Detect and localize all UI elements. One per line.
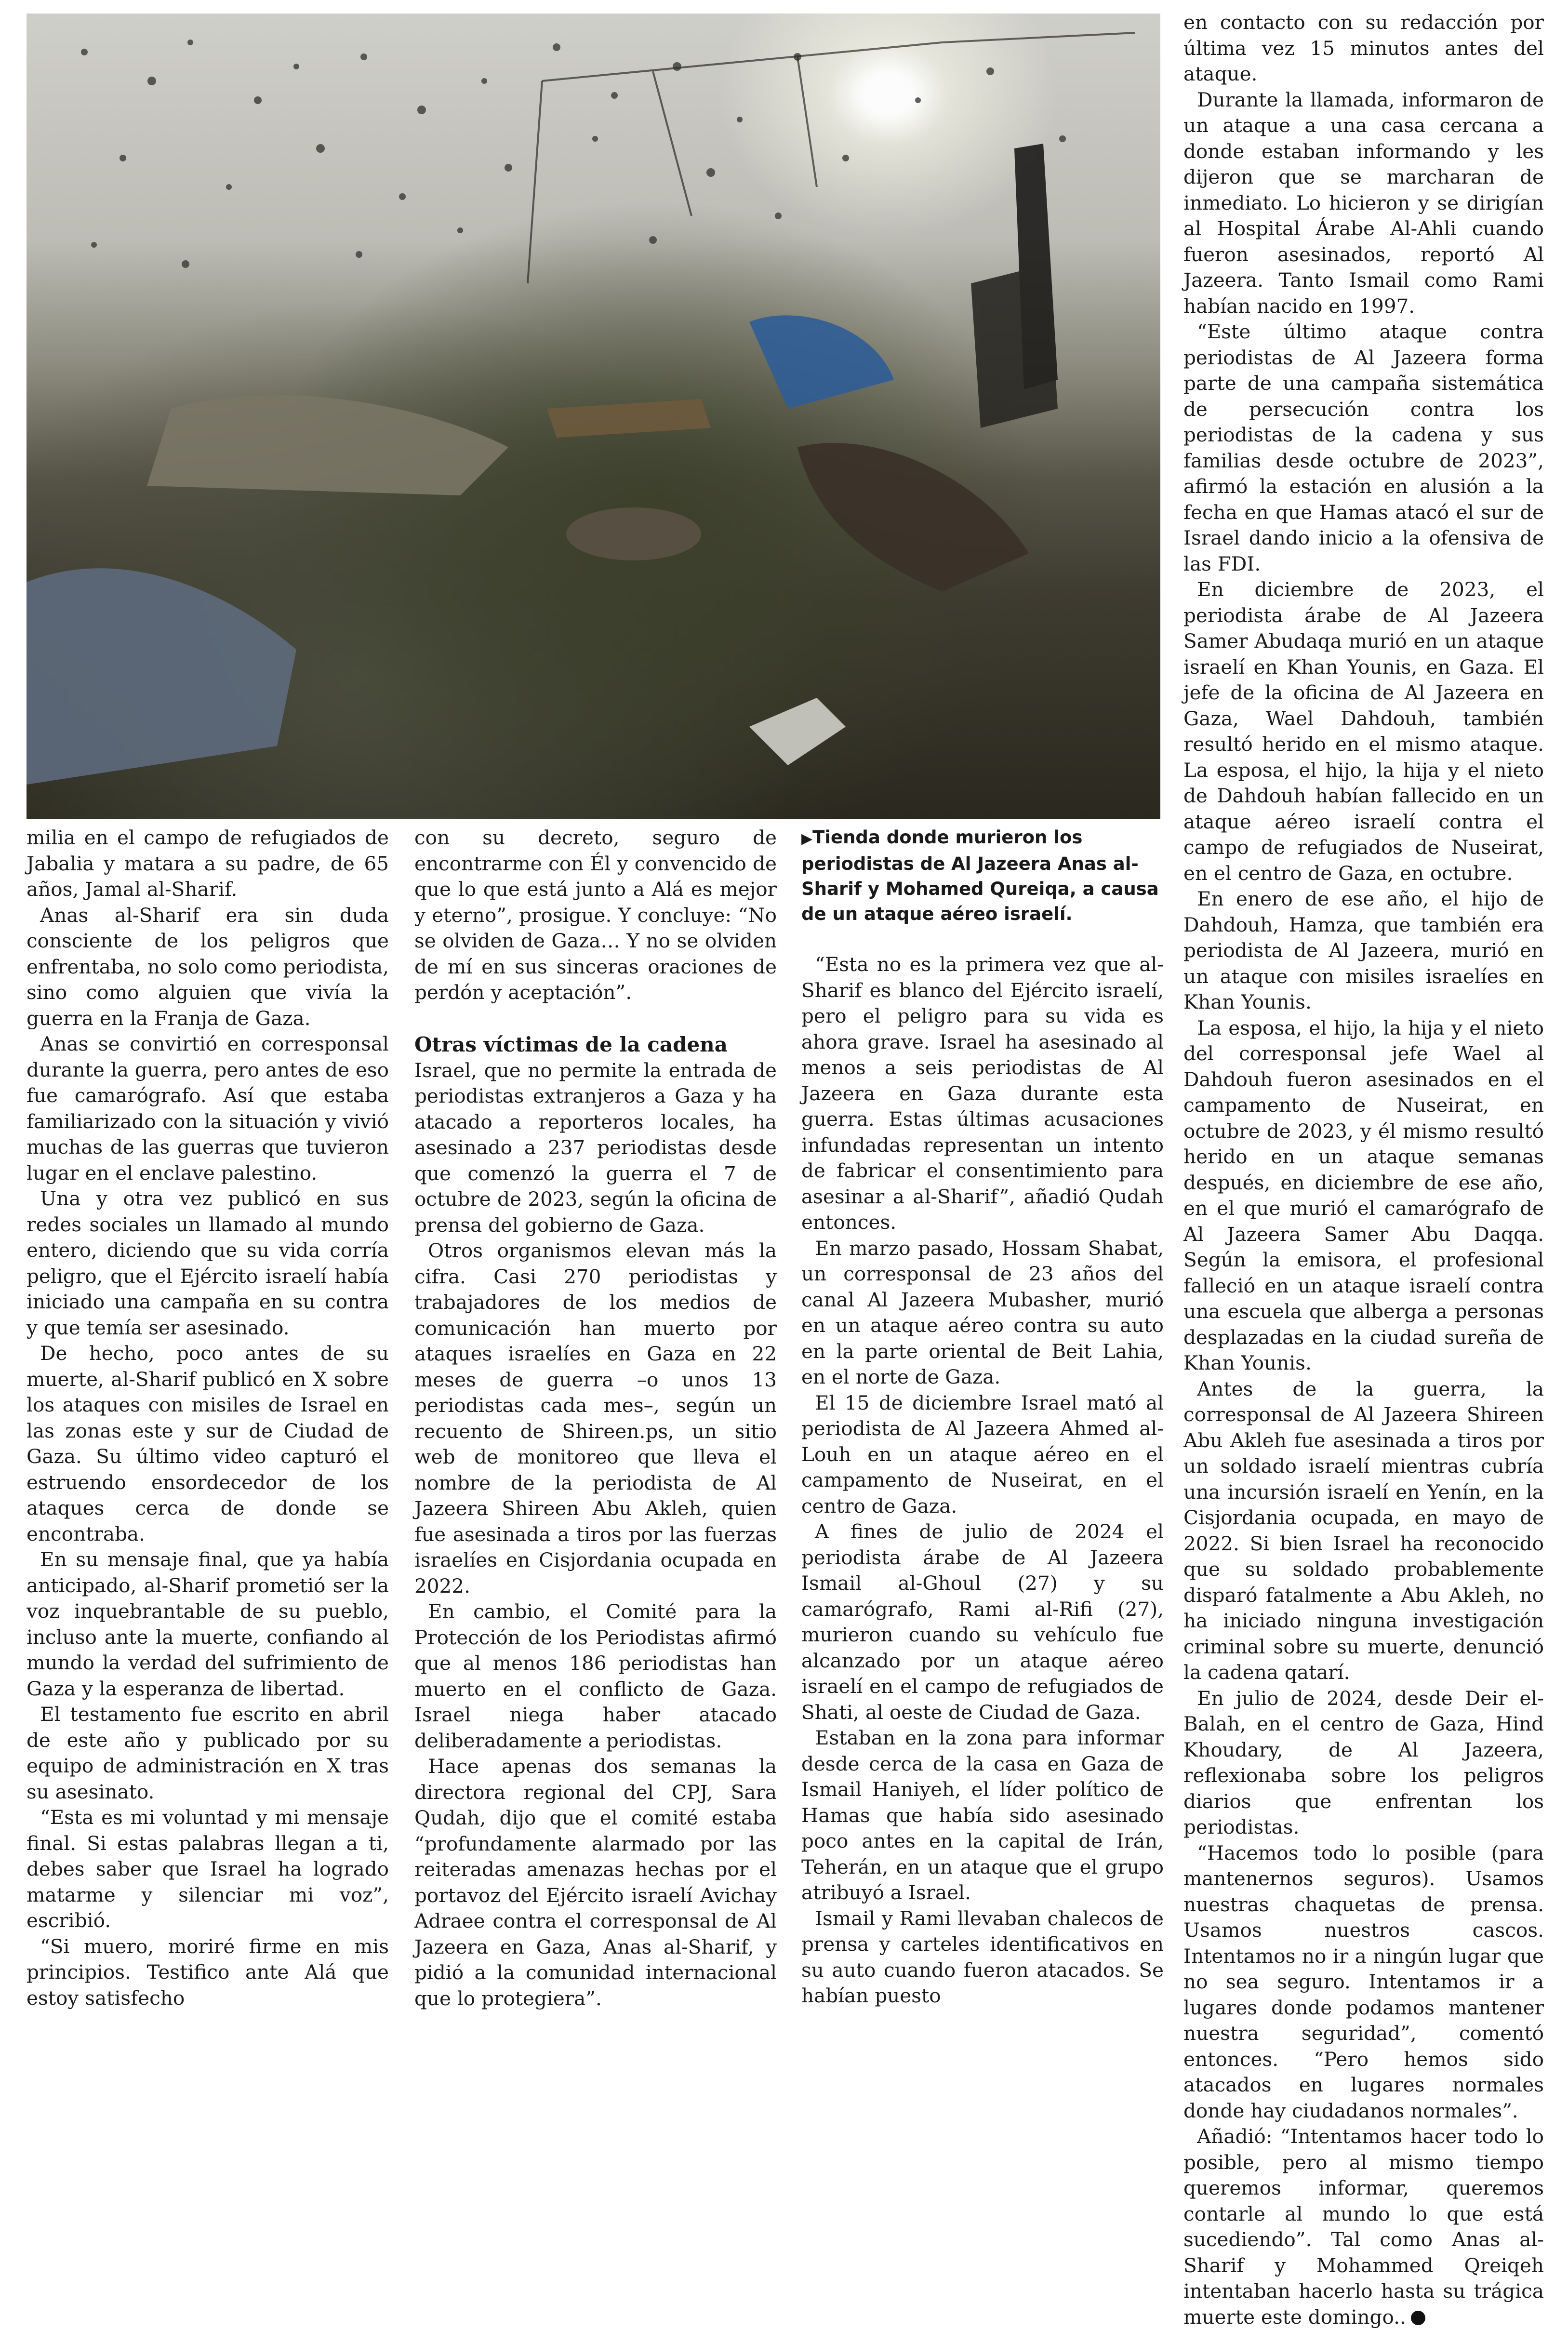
final-paragraph-text: Añadió: “Intentamos hacer todo lo posible, pero al mismo tiempo queremos informar, queremos contarle al mundo lo que está sucediendo”. Tal como Anas al-Sharif y Mohammed Qreiqeh intentaban hacerlo hasta su trágica muerte este domingo.. [1183, 2125, 1544, 2329]
paragraph: En su mensaje final, que ya había anticipado, al-Sharif prometió ser la voz inquebrantable de su pueblo, incluso ante la muerte, confiando al mundo la verdad del sufrimiento de Gaza y la esperanza de libertad. [27, 1548, 389, 1700]
paragraph: “Esta no es la primera vez que al-Sharif es blanco del Ejército israelí, pero el peligro para su vida es ahora grave. Israel ha asesinado al menos a seis periodistas de Al Jazeera en Gaza durante esta guerra. Estas últimas acusaciones infundadas representan un intento de fabricar el consentimiento para asesinar a al-Sharif”, añadió Qudah entonces. [801, 953, 1164, 1234]
paragraph: con su decreto, seguro de encontrarme con Él y convencido de que lo que está junto a Alá es mejor y eterno”, prosigue. Y concluye: “No se olviden de Gaza… Y no se olviden de mí en sus sinceras oraciones de perdón y aceptación”. [414, 826, 777, 1004]
paragraph: Otros organismos elevan más la cifra. Casi 270 periodistas y trabajadores de los medios de comunicación han muerto por ataques israelíes en Gaza en 22 meses de guerra –o unos 13 periodistas cada mes–, según un recuento de Shireen.ps, un sitio web de monitoreo que lleva el nombre de la periodista de Al Jazeera Shireen Abu Akleh, quien fue asesinada a tiros por las fuerzas israelíes en Cisjordania ocupada en 2022. [414, 1239, 777, 1598]
paragraph: En cambio, el Comité para la Protección de los Periodistas afirmó que al menos 186 periodistas han muerto en el conflicto de Gaza. Israel niega haber atacado deliberadamente a periodistas. [414, 1600, 777, 1752]
paragraph: “Si muero, moriré firme en mis principios. Testifico ante Alá que estoy satisfecho [27, 1934, 389, 2010]
photo-caption [801, 825, 1164, 927]
caption-text: Tienda donde murieron los periodistas de Al Jazeera Anas al-Sharif y Mohamed Qureiqa, a causa de un ataque aéreo israelí. [801, 827, 1159, 924]
article-column-1 [27, 825, 389, 2011]
paragraph: milia en el campo de refugiados de Jabalia y matara a su padre, de 65 años, Jamal al-Sharif. [27, 826, 389, 901]
paragraph: La esposa, el hijo, la hija y el nieto del corresponsal jefe Wael al Dahdouh fueron asesinados en el campamento de Nuseirat, en octubre de 2023, y él mismo resultó herido en un ataque semanas después, en diciembre de ese año, en el que murió el camarógrafo de Al Jazeera Samer Abu Daqqa. Según la emisora, el profesional falleció en un ataque israelí contra una escuela que alberga a personas desplazadas en la ciudad sureña de Khan Younis. [1183, 1016, 1544, 1374]
paragraph: “Este último ataque contra periodistas de Al Jazeera forma parte de una campaña sistemática de persecución contra los periodistas de la cadena y sus familias desde octubre de 2023”, afirmó la estación en alusión a la fecha en que Hamas atacó el sur de Israel dando inicio a la ofensiva de las FDI. [1183, 320, 1544, 575]
paragraph: Estaban en la zona para informar desde cerca de la casa en Gaza de Ismail Haniyeh, el líder político de Hamas que había sido asesinado poco antes en la capital de Irán, Teherán, en un ataque que el grupo atribuyó a Israel. [801, 1726, 1164, 1904]
paragraph: En enero de ese año, el hijo de Dahdouh, Hamza, que también era periodista de Al Jazeera, murió en un ataque con misiles israelíes en Khan Younis. [1183, 887, 1544, 1013]
article-column-2 [414, 825, 777, 2011]
paragraph [1183, 2124, 1544, 2330]
paragraph: El 15 de diciembre Israel mató al periodista de Al Jazeera Ahmed al-Louh en un ataque aéreo en el campamento de Nuseirat, en el centro de Gaza. [801, 1391, 1164, 1518]
paragraph: “Esta es mi voluntad y mi mensaje final. Si estas palabras llegan a ti, debes saber que Israel ha logrado matarme y silenciar mi voz”, escribió. [27, 1806, 389, 1932]
paragraph: Anas se convirtió en corresponsal durante la guerra, pero antes de eso fue camarógrafo. Así que estaba familiarizado con la situación y vivió muchas de las guerras que tuvieron lugar en el enclave palestino. [27, 1032, 389, 1185]
section-subheading: Otras víctimas de la cadena [414, 1032, 728, 1056]
destroyed-tent-photo-icon [27, 13, 1160, 819]
paragraph: Anas al-Sharif era sin duda consciente de los peligros que enfrentaba, no solo como periodista, sino como alguien que vivía la guerra en la Franja de Gaza. [27, 903, 389, 1030]
paragraph: En julio de 2024, desde Deir el-Balah, en el centro de Gaza, Hind Khoudary, de Al Jazeera, reflexionaba sobre los peligros diarios que enfrentan los periodistas. [1183, 1686, 1544, 1838]
article-column-4 [1183, 10, 1544, 2330]
article-column-3 [801, 825, 1164, 2009]
paragraph: Hace apenas dos semanas la directora regional del CPJ, Sara Qudah, dijo que el comité estaba “profundamente alarmado por las reiteradas amenazas hechas por el portavoz del Ejército israelí Avichay Adraee contra el corresponsal de Al Jazeera en Gaza, Anas al-Sharif, y pidió a la comunidad internacional que lo protegiera”. [414, 1755, 777, 2010]
paragraph: Durante la llamada, informaron de un ataque a una casa cercana a donde estaban informando y les dijeron que se marcharan de inmediato. Lo hicieron y se dirigían al Hospital Árabe Al-Ahli cuando fueron asesinados, reportó Al Jazeera. Tanto Ismail como Rami habían nacido en 1997. [1183, 88, 1544, 318]
end-of-article-dot-icon [1411, 2311, 1425, 2325]
paragraph: “Hacemos todo lo posible (para mantenernos seguros). Usamos nuestras chaquetas de prensa. Usamos nuestros cascos. Intentamos no ir a ningún lugar que no sea seguro. Intentamos ir a lugares donde podamos mantener nuestra seguridad”, comentó entonces. “Pero hemos sido atacados en lugares normales donde hay ciudadanos normales”. [1183, 1841, 1544, 2122]
paragraph: A fines de julio de 2024 el periodista árabe de Al Jazeera Ismail al-Ghoul (27) y su camarógrafo, Rami al-Rifi (27), murieron cuando su vehículo fue alcanzado por un ataque aéreo israelí en el campo de refugiados de Shati, al oeste de Ciudad de Gaza. [801, 1520, 1164, 1724]
caption-triangle-icon: ▶ [801, 830, 813, 847]
article-photo [27, 13, 1160, 819]
paragraph: El testamento fue escrito en abril de este año y publicado por su equipo de administración en X tras su asesinato. [27, 1703, 389, 1803]
paragraph: En diciembre de 2023, el periodista árabe de Al Jazeera Samer Abudaqa murió en un ataque israelí en Khan Younis, en Gaza. El jefe de la oficina de Al Jazeera en Gaza, Wael Dahdouh, también resultó herido en el mismo ataque. La esposa, el hijo, la hija y el nieto de Dahdouh habían fallecido en un ataque aéreo israelí contra el campo de refugiados de Nuseirat, en el centro de Gaza, en octubre. [1183, 578, 1544, 885]
paragraph: Antes de la guerra, la corresponsal de Al Jazeera Shireen Abu Akleh fue asesinada a tiros por un soldado israelí mientras cubría una incursión israelí en Yenín, en la Cisjordania ocupada, en mayo de 2022. Si bien Israel ha reconocido que su soldado probablemente disparó fatalmente a Abu Akleh, no ha iniciado ninguna investigación criminal sobre su muerte, denunció la cadena qatarí. [1183, 1377, 1544, 1684]
paragraph: Ismail y Rami llevaban chalecos de prensa y carteles identificativos en su auto cuando fueron atacados. Se habían puesto [801, 1906, 1164, 2007]
paragraph: De hecho, poco antes de su muerte, al-Sharif publicó en X sobre los ataques con misiles de Israel en las zonas este y sur de Ciudad de Gaza. Su último video capturó el estruendo ensordecedor de los ataques cerca de donde se encontraba. [27, 1342, 389, 1545]
paragraph: En marzo pasado, Hossam Shabat, un corresponsal de 23 años del canal Al Jazeera Mubasher, murió en un ataque aéreo contra su auto en la parte oriental de Beit Lahia, en el norte de Gaza. [801, 1236, 1164, 1388]
paragraph: Una y otra vez publicó en sus redes sociales un llamado al mundo entero, diciendo que su vida corría peligro, que el Ejército israelí había iniciado una campaña en su contra y que temía ser asesinado. [27, 1187, 389, 1339]
paragraph: en contacto con su redacción por última vez 15 minutos antes del ataque. [1183, 11, 1544, 85]
paragraph: Israel, que no permite la entrada de periodistas extranjeros a Gaza y ha atacado a reporteros locales, ha asesinado a 237 periodistas desde que comenzó la guerra el 7 de octubre de 2023, según la oficina de prensa del gobierno de Gaza. [414, 1058, 777, 1237]
